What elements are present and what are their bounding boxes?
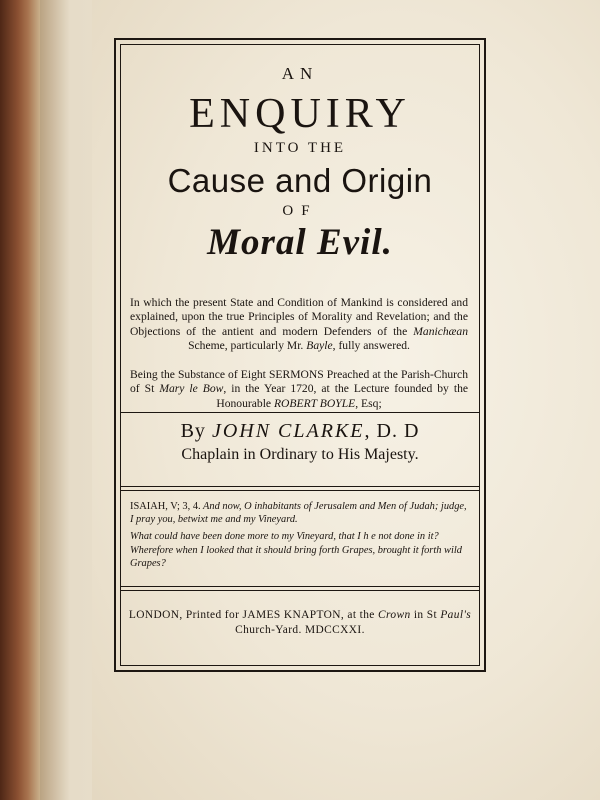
sermons-text: , in the Year 1720, at the Lecture founded by the Honourable (216, 382, 469, 410)
sermons-text: , Esq; (355, 396, 382, 410)
divider-rule (120, 590, 480, 591)
title-moral-evil: Moral Evil. (207, 222, 393, 263)
description-text: In which the present State and Condition of Mankind is considered and explained, upon the true Principles of Morality and Revelation; and the Objections of the antient and modern Defenders of the (130, 295, 468, 338)
imprint-crown: Crown (378, 609, 411, 621)
imprint-text: LONDON, Printed for JAMES KNAPTON, at the (128, 609, 379, 621)
epigraph-line-1 (130, 500, 470, 526)
title-an: AN (281, 64, 319, 83)
author-line (124, 420, 476, 443)
sermons-founder: ROBERT BOYLE (273, 396, 356, 410)
description-text: Scheme, particularly Mr. (188, 339, 307, 353)
divider-rule (120, 490, 480, 491)
author-block (124, 420, 476, 464)
author-by: By (180, 420, 212, 442)
divider-rule (120, 486, 480, 487)
description-text: , fully answered. (332, 339, 410, 353)
description-bayle: Bayle (306, 339, 333, 353)
author-degree: , D. D (364, 420, 420, 442)
sermons-text: Being the Substance of Eight SERMONS Preached at the Parish-Church of St (130, 367, 468, 396)
description-paragraph (130, 296, 468, 354)
title-of: OF (282, 203, 318, 219)
title-cause-and-origin: Cause and Origin (167, 162, 433, 199)
author-name: JOHN CLARKE (211, 420, 365, 442)
sermons-paragraph (130, 368, 468, 412)
title-into-the: INTO THE (253, 140, 347, 156)
epigraph-line-2: What could have been done more to my Vineyard, that I h e not done in it? Wherefore when I looked that it should bring forth Grapes, brought it forth wild Grapes? (130, 531, 462, 569)
epigraph (130, 500, 470, 574)
imprint-pauls: Paul's (440, 609, 472, 621)
author-position: Chaplain in Ordinary to His Majesty. (181, 446, 419, 463)
title-page-content (124, 48, 476, 662)
divider-rule (120, 586, 480, 587)
divider-rule (120, 412, 480, 413)
book-binding (0, 0, 40, 800)
imprint (124, 608, 476, 638)
imprint-text: in St (410, 609, 441, 621)
epigraph-reference: ISAIAH, V; 3, 4. (130, 501, 201, 512)
description-manichaean: Manichæan (413, 324, 468, 338)
imprint-text: Church-Yard. MDCCXXI. (235, 624, 365, 636)
sermons-church: Mary le Bow (159, 382, 224, 396)
title-enquiry: ENQUIRY (189, 91, 411, 137)
epigraph-text: And now, O inhabitants of Jerusalem and Men of Judah; judge, I pray you, betwixt me and my Vineyard. (130, 501, 467, 526)
